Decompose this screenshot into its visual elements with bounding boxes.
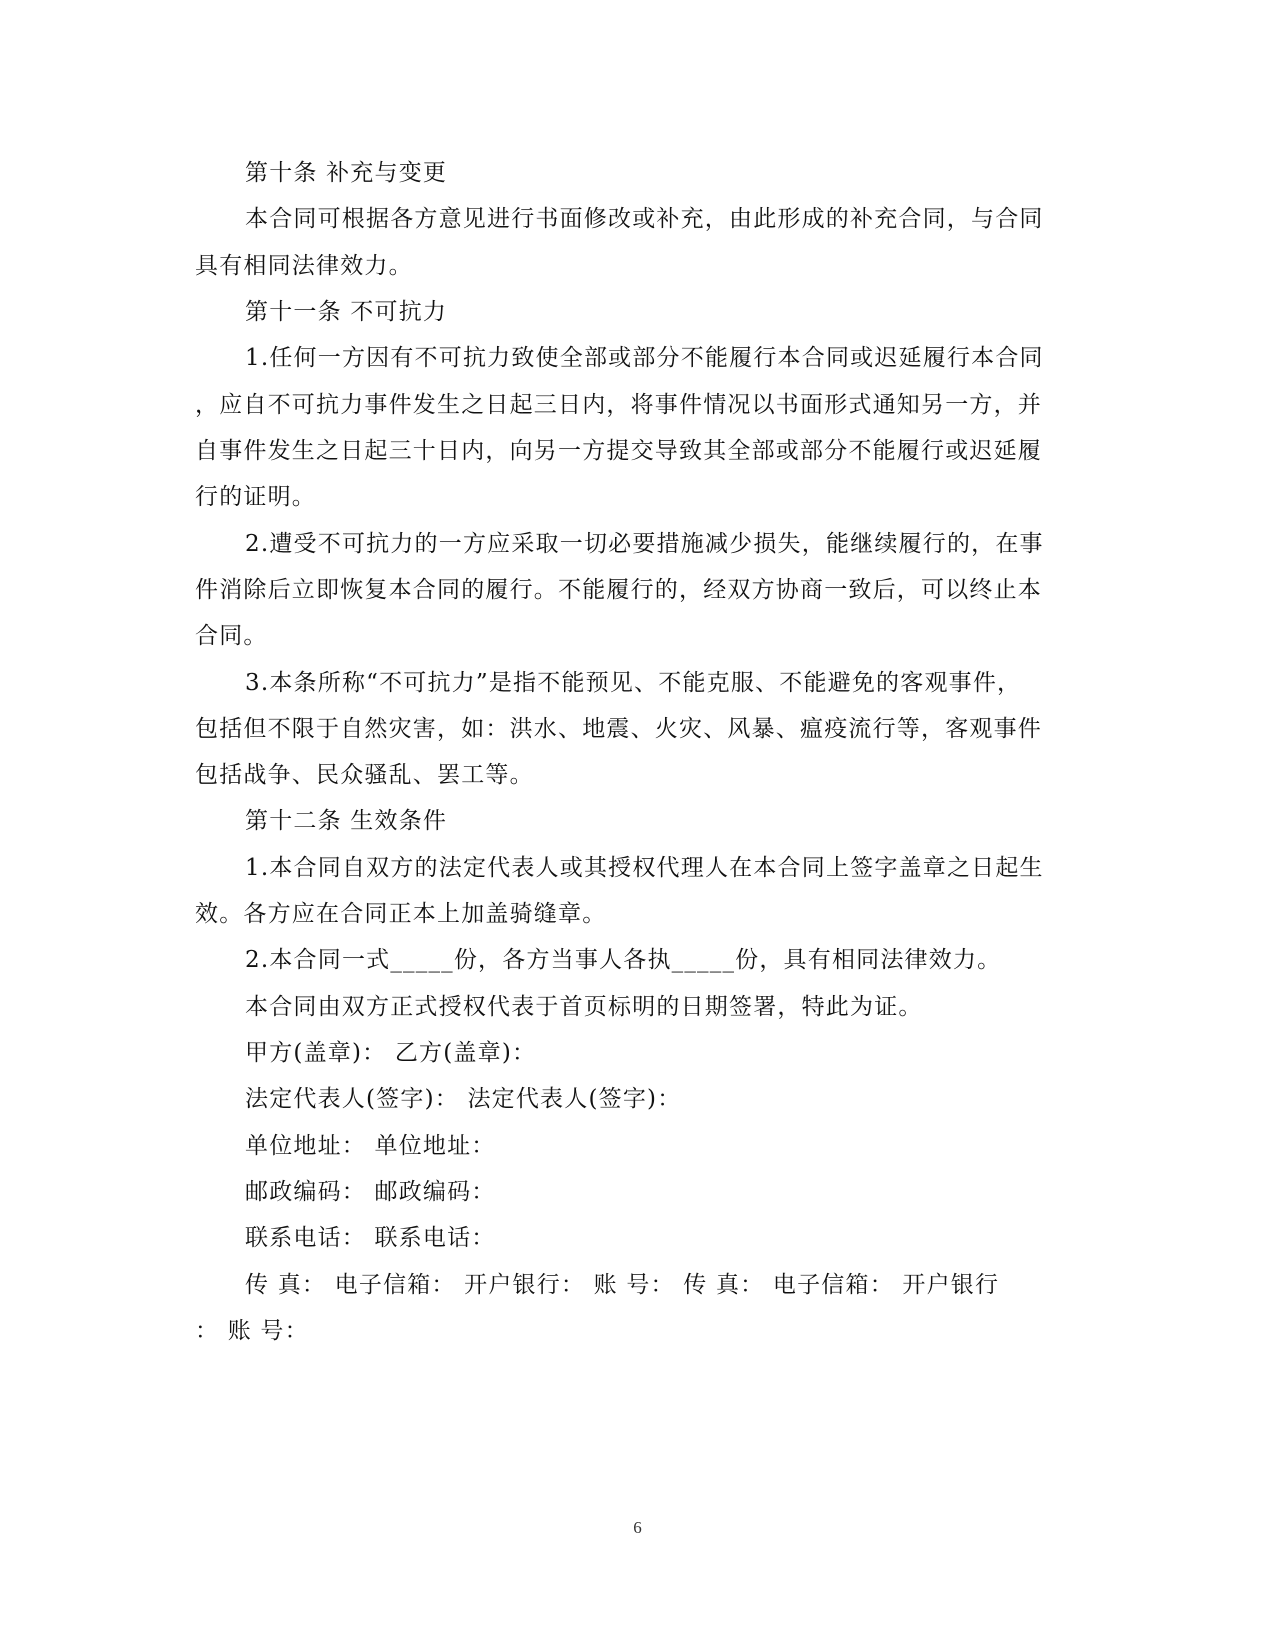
section-heading-11: 第十一条 不可抗力 [245, 299, 448, 325]
paragraph-line: 本合同可根据各方意见进行书面修改或补充，由此形成的补充合同，与合同 [245, 206, 1044, 232]
paragraph-line: 具有相同法律效力。 [195, 253, 413, 279]
signature-party-line: 甲方(盖章)： 乙方(盖章)： [245, 1040, 537, 1066]
signature-address-line: 单位地址： 单位地址： [245, 1133, 496, 1159]
paragraph-line: 包括战争、民众骚乱、罢工等。 [195, 762, 534, 788]
signature-postcode-line: 邮政编码： 邮政编码： [245, 1179, 496, 1205]
paragraph-line: 件消除后立即恢复本合同的履行。不能履行的，经双方协商一致后，可以终止本 [195, 577, 1042, 603]
signature-contact-line: ： 账 号： [195, 1318, 309, 1344]
section-heading-12: 第十二条 生效条件 [245, 808, 448, 834]
paragraph-line: 1.本合同自双方的法定代表人或其授权代理人在本合同上签字盖章之日起生 [245, 855, 1044, 881]
paragraph-line: ，应自不可抗力事件发生之日起三日内，将事件情况以书面形式通知另一方，并 [195, 392, 1042, 418]
paragraph-line: 行的证明。 [195, 484, 316, 510]
paragraph-line: 效。各方应在合同正本上加盖骑缝章。 [195, 901, 607, 927]
signature-contact-line: 传 真： 电子信箱： 开户银行： 账 号： 传 真： 电子信箱： 开户银行 [245, 1272, 1000, 1298]
paragraph-line: 2.遭受不可抗力的一方应采取一切必要措施减少损失，能继续履行的，在事 [245, 531, 1044, 557]
paragraph-line: 3.本条所称“不可抗力”是指不能预见、不能克服、不能避免的客观事件， [245, 670, 1022, 696]
paragraph-line: 本合同由双方正式授权代表于首页标明的日期签署，特此为证。 [245, 994, 923, 1020]
paragraph-line: 1.任何一方因有不可抗力致使全部或部分不能履行本合同或迟延履行本合同 [245, 345, 1044, 371]
paragraph-line: 2.本合同一式_____份，各方当事人各执_____份，具有相同法律效力。 [245, 947, 1002, 973]
section-heading-10: 第十条 补充与变更 [245, 160, 448, 186]
paragraph-line: 自事件发生之日起三十日内，向另一方提交导致其全部或部分不能履行或迟延履 [195, 438, 1042, 464]
paragraph-line: 合同。 [195, 623, 268, 649]
page-number: 6 [633, 1518, 642, 1537]
paragraph-line: 包括但不限于自然灾害，如：洪水、地震、火灾、风暴、瘟疫流行等，客观事件 [195, 716, 1042, 742]
signature-phone-line: 联系电话： 联系电话： [245, 1225, 496, 1251]
signature-representative-line: 法定代表人(签字)： 法定代表人(签字)： [245, 1086, 682, 1112]
